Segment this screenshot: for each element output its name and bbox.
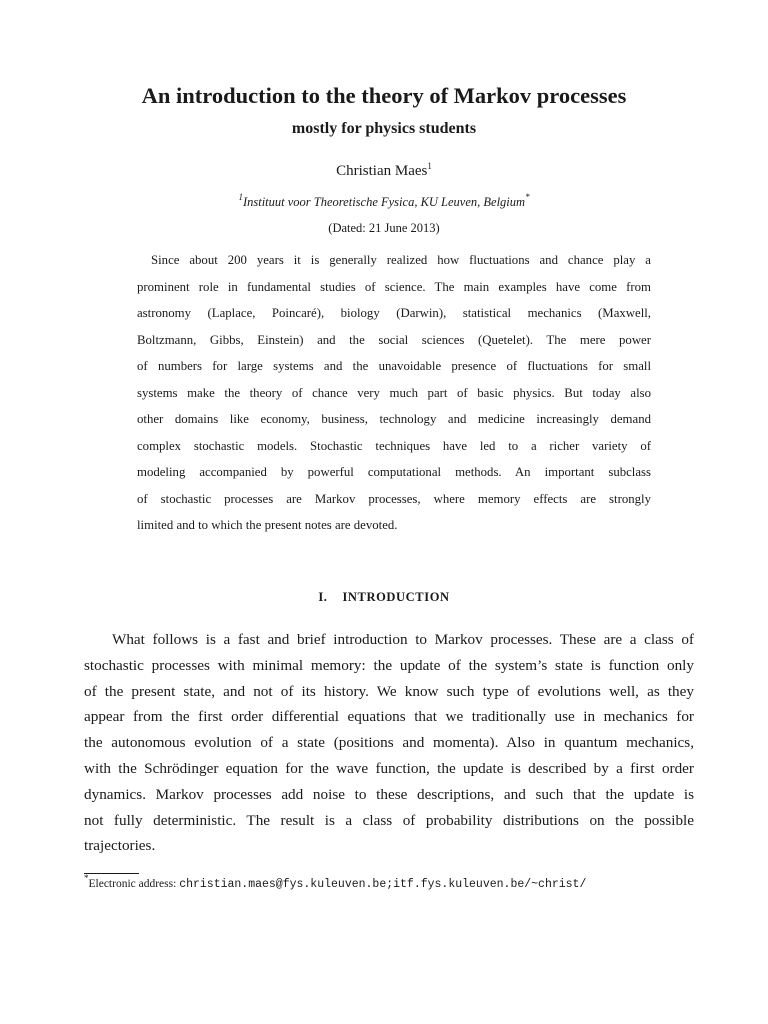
abstract-line: Boltzmann, Gibbs, Einstein) and the social sciences (Quetelet). The mere power	[137, 332, 651, 347]
footnote	[84, 873, 704, 893]
abstract-line: Since about 200 years it is generally realized how fluctuations and chance play a	[151, 253, 651, 267]
author-name: Christian Maes	[336, 163, 428, 179]
introduction-paragraph	[84, 630, 694, 862]
author-line	[0, 160, 768, 182]
paper-title: An introduction to the theory of Markov processes	[141, 83, 627, 108]
footnote-mark: *	[84, 873, 89, 883]
abstract-line: of stochastic processes are Markov processes, where memory effects are strongly	[137, 491, 651, 506]
abstract-line: prominent role in fundamental studies of science. The main examples have come from	[137, 279, 651, 294]
abstract-line: modeling accompanied by powerful computational methods. An important subclass	[137, 465, 651, 479]
body-line: not fully deterministic. The result is a class of probability distributions on the possible	[84, 811, 694, 829]
body-line: What follows is a fast and brief introduction to Markov processes. These are a class of	[112, 631, 694, 648]
footnote-divider	[84, 873, 139, 874]
affiliation-footnote-mark: *	[525, 192, 530, 202]
paper-subtitle: mostly for physics students	[291, 120, 477, 137]
body-line: stochastic processes with minimal memory: the update of the system’s state is function only	[84, 656, 694, 674]
abstract-line: astronomy (Laplace, Poincaré), biology (Darwin), statistical mechanics (Maxwell,	[137, 306, 651, 320]
abstract	[137, 251, 651, 543]
footnote-email-link[interactable]: christian.maes@fys.kuleuven.be;itf.fys.kuleuven.be/~christ/	[179, 878, 587, 891]
body-line: with the Schrödinger equation for the wave function, the update is described by a first order	[84, 759, 694, 777]
body-line: appear from the first order differential equations that we traditionally use in mechanics for	[84, 708, 694, 726]
author-affiliation-mark: 1	[427, 161, 432, 171]
affiliation-mark: 1	[238, 192, 243, 202]
abstract-line: complex stochastic models. Stochastic techniques have led to a richer variety of	[137, 438, 651, 453]
footnote-label: Electronic address:	[88, 878, 180, 890]
affiliation-text: Instituut voor Theoretische Fysica, KU Leuven, Belgium	[242, 195, 526, 209]
abstract-line: systems make the theory of chance very much part of basic physics. But today also	[137, 385, 651, 400]
section-number: I.	[318, 590, 328, 604]
abstract-line: limited and to which the present notes are devoted.	[137, 518, 398, 532]
abstract-line: other domains like economy, business, technology and medicine increasingly demand	[137, 412, 651, 426]
affiliation-line	[0, 193, 768, 211]
section-title: INTRODUCTION	[342, 590, 450, 604]
body-line: the autonomous evolution of a state (positions and momenta). Also in quantum mechanics,	[84, 734, 694, 752]
section-heading	[0, 590, 768, 605]
dated-line: (Dated: 21 June 2013)	[328, 221, 440, 235]
abstract-line: of numbers for large systems and the unavoidable presence of fluctuations for small	[137, 359, 651, 373]
body-line: dynamics. Markov processes add noise to these descriptions, and such that the update is	[84, 785, 694, 803]
body-line: of the present state, and not of its history. We know such type of evolutions well, as they	[84, 682, 694, 700]
body-line: trajectories.	[84, 837, 156, 855]
